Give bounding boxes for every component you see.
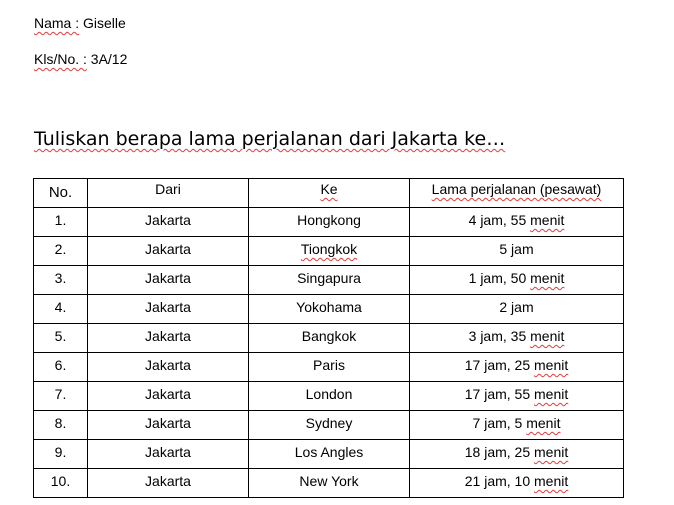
cell-to: New York bbox=[249, 469, 410, 498]
travel-time-table bbox=[33, 178, 624, 498]
spellcheck-word: menit bbox=[534, 357, 569, 373]
table-row bbox=[34, 324, 624, 353]
cell-no: 1. bbox=[34, 208, 88, 237]
column-header-duration-text: Lama perjalanan (pesawat) bbox=[431, 181, 602, 197]
cell-to: Los Angles bbox=[249, 440, 410, 469]
column-header-from: Dari bbox=[88, 179, 249, 208]
cell-from: Jakarta bbox=[88, 324, 249, 353]
cell-from: Jakarta bbox=[88, 208, 249, 237]
cell-to bbox=[249, 237, 410, 266]
cell-from: Jakarta bbox=[88, 295, 249, 324]
cell-duration: 2 jam bbox=[410, 295, 624, 324]
column-header-to bbox=[249, 179, 410, 208]
table-header-row bbox=[34, 179, 624, 208]
cell-to: Sydney bbox=[249, 411, 410, 440]
spellcheck-word: Tiongkok bbox=[300, 241, 358, 257]
cell-from: Jakarta bbox=[88, 411, 249, 440]
table-row bbox=[34, 382, 624, 411]
cell-no: 7. bbox=[34, 382, 88, 411]
cell-no: 8. bbox=[34, 411, 88, 440]
table-row bbox=[34, 469, 624, 498]
cell-no: 4. bbox=[34, 295, 88, 324]
cell-from: Jakarta bbox=[88, 266, 249, 295]
class-line bbox=[34, 50, 127, 68]
worksheet-title bbox=[34, 126, 505, 152]
cell-to: London bbox=[249, 382, 410, 411]
cell-duration: 1 jam, 50 menit bbox=[410, 266, 624, 295]
cell-no: 2. bbox=[34, 237, 88, 266]
column-header-no: No. bbox=[34, 179, 88, 208]
cell-to: Paris bbox=[249, 353, 410, 382]
spellcheck-word: menit bbox=[530, 270, 565, 286]
cell-from: Jakarta bbox=[88, 237, 249, 266]
cell-duration: 18 jam, 25 menit bbox=[410, 440, 624, 469]
spellcheck-word: menit bbox=[530, 328, 565, 344]
cell-duration: 4 jam, 55 menit bbox=[410, 208, 624, 237]
column-header-to-text: Ke bbox=[320, 181, 338, 197]
table-row bbox=[34, 411, 624, 440]
cell-duration: 21 jam, 10 menit bbox=[410, 469, 624, 498]
table-row bbox=[34, 440, 624, 469]
spellcheck-word: menit bbox=[526, 415, 561, 431]
cell-no: 9. bbox=[34, 440, 88, 469]
spellcheck-word: menit bbox=[534, 386, 569, 402]
cell-duration: 17 jam, 25 menit bbox=[410, 353, 624, 382]
cell-no: 3. bbox=[34, 266, 88, 295]
title-text: Tuliskan berapa lama perjalanan dari Jakarta ke… bbox=[34, 128, 506, 150]
cell-from: Jakarta bbox=[88, 353, 249, 382]
name-value: Giselle bbox=[83, 15, 126, 31]
cell-duration: 7 jam, 5 menit bbox=[410, 411, 624, 440]
cell-to: Hongkong bbox=[249, 208, 410, 237]
cell-duration: 3 jam, 35 menit bbox=[410, 324, 624, 353]
name-label: Nama : bbox=[34, 15, 80, 31]
table-row bbox=[34, 266, 624, 295]
cell-no: 10. bbox=[34, 469, 88, 498]
cell-to: Singapura bbox=[249, 266, 410, 295]
table-row bbox=[34, 208, 624, 237]
name-line bbox=[34, 14, 126, 32]
column-header-duration bbox=[410, 179, 624, 208]
spellcheck-word: menit bbox=[534, 473, 569, 489]
cell-from: Jakarta bbox=[88, 469, 249, 498]
cell-no: 6. bbox=[34, 353, 88, 382]
table-row bbox=[34, 237, 624, 266]
table-row bbox=[34, 353, 624, 382]
cell-from: Jakarta bbox=[88, 382, 249, 411]
cell-duration: 17 jam, 55 menit bbox=[410, 382, 624, 411]
cell-duration: 5 jam bbox=[410, 237, 624, 266]
spellcheck-word: menit bbox=[530, 212, 565, 228]
cell-from: Jakarta bbox=[88, 440, 249, 469]
class-label: Kls/No. : bbox=[34, 51, 87, 67]
spellcheck-word: menit bbox=[534, 444, 569, 460]
class-value: 3A/12 bbox=[90, 51, 128, 67]
cell-to: Bangkok bbox=[249, 324, 410, 353]
table-row bbox=[34, 295, 624, 324]
cell-no: 5. bbox=[34, 324, 88, 353]
cell-to: Yokohama bbox=[249, 295, 410, 324]
